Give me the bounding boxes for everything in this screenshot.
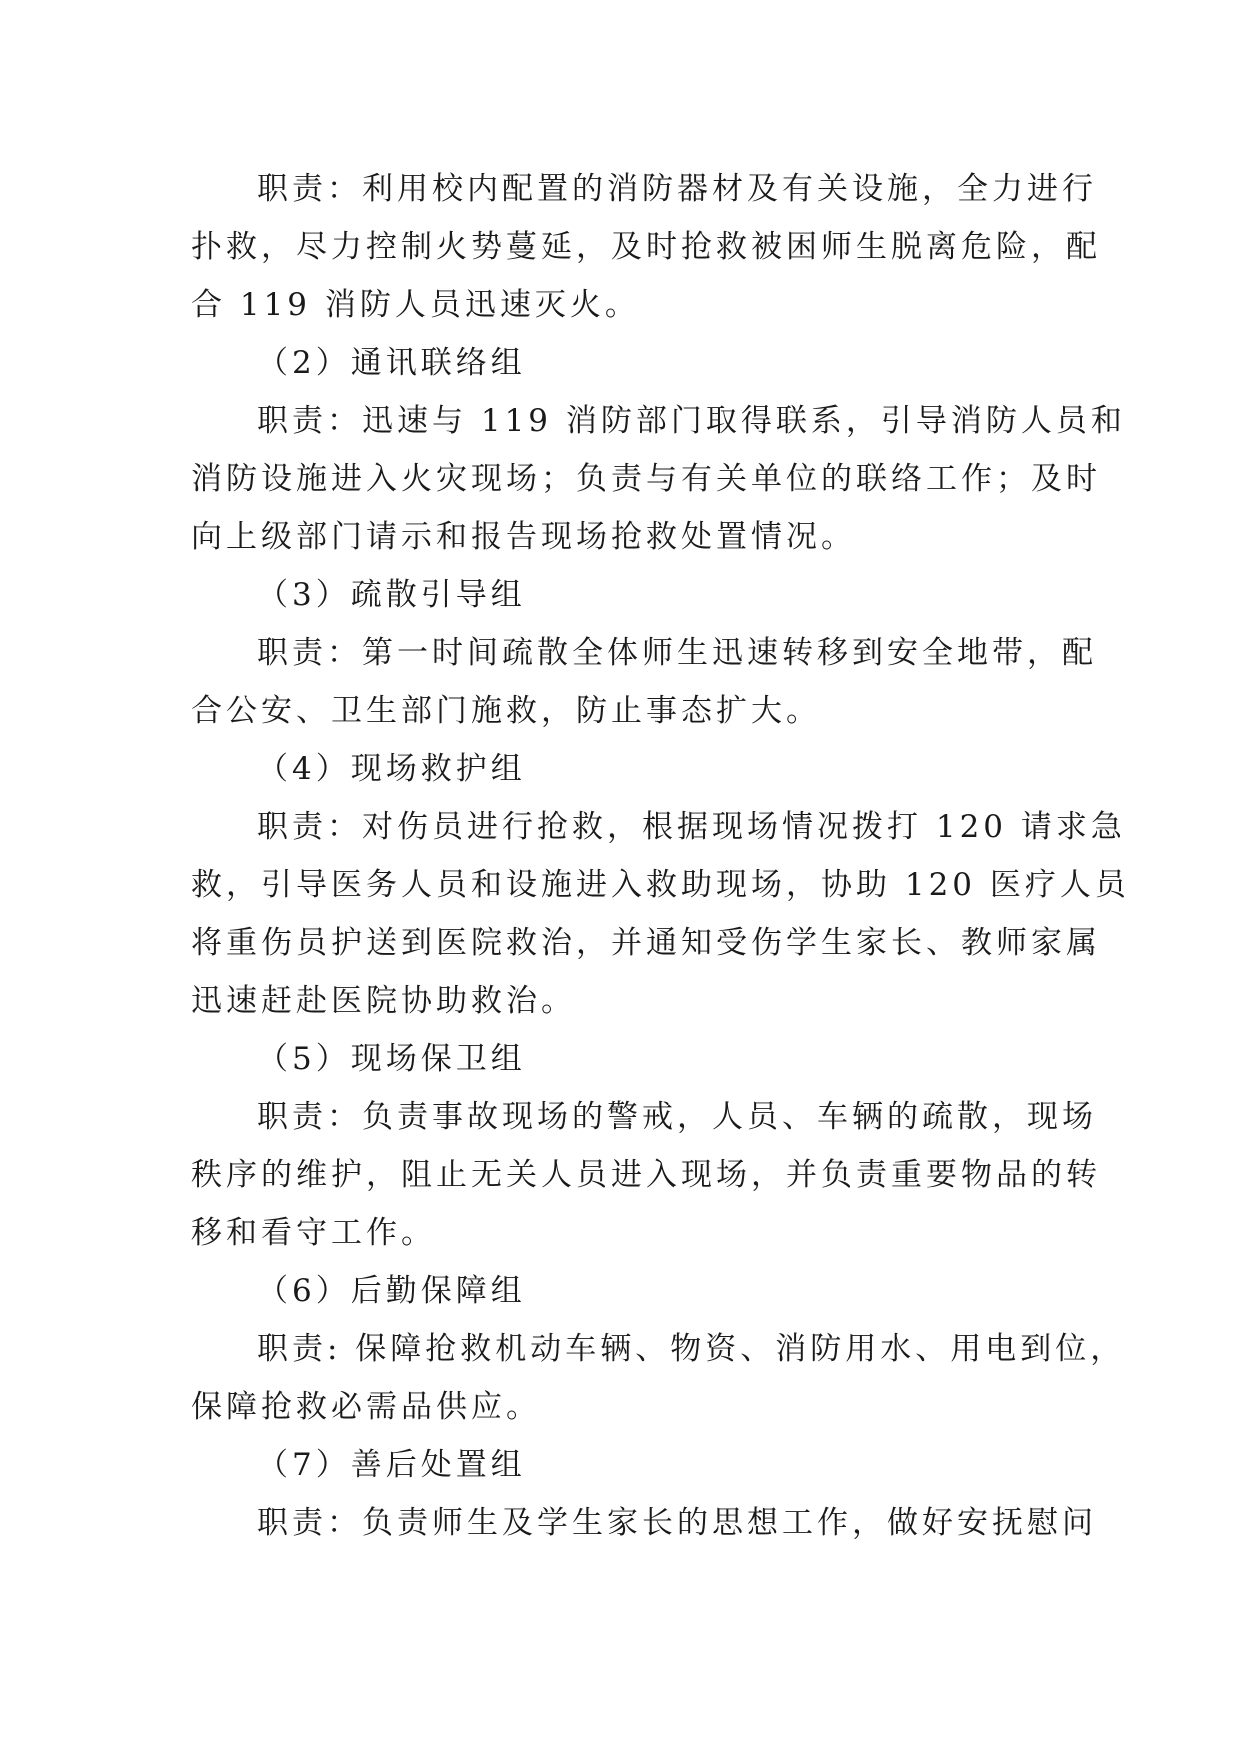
paragraph-line: 移和看守工作。 — [191, 1215, 436, 1251]
paragraph-line: 消防设施进入火灾现场；负责与有关单位的联络工作；及时 — [191, 461, 1101, 497]
paragraph-line: 秩序的维护，阻止无关人员进入现场，并负责重要物品的转 — [191, 1157, 1101, 1193]
document-body — [191, 160, 1130, 1552]
paragraph-line: 职责：迅速与 119 消防部门取得联系，引导消防人员和 — [257, 403, 1126, 439]
section-heading: （3）疏散引导组 — [257, 577, 526, 613]
section-heading: （5）现场保卫组 — [257, 1041, 526, 1077]
paragraph-line: 迅速赶赴医院协助救治。 — [191, 983, 576, 1019]
paragraph-line: 职责：负责事故现场的警戒，人员、车辆的疏散，现场 — [257, 1099, 1097, 1135]
paragraph-line: 向上级部门请示和报告现场抢救处置情况。 — [191, 519, 856, 555]
paragraph-line: 救，引导医务人员和设施进入救助现场，协助 120 医疗人员 — [191, 867, 1130, 903]
paragraph-line: 职责：利用校内配置的消防器材及有关设施，全力进行 — [257, 171, 1097, 207]
paragraph-line: 职责：对伤员进行抢救，根据现场情况拨打 120 请求急 — [257, 809, 1126, 845]
paragraph-line: 职责：第一时间疏散全体师生迅速转移到安全地带，配 — [257, 635, 1097, 671]
paragraph-line: 将重伤员护送到医院救治，并通知受伤学生家长、教师家属 — [191, 925, 1101, 961]
section-heading: （4）现场救护组 — [257, 751, 526, 787]
paragraph-line: 扑救，尽力控制火势蔓延，及时抢救被困师生脱离危险，配 — [191, 229, 1101, 265]
paragraph-line: 合公安、卫生部门施救，防止事态扩大。 — [191, 693, 821, 729]
paragraph-line: 职责：负责师生及学生家长的思想工作，做好安抚慰问 — [257, 1505, 1097, 1541]
section-heading: （2）通讯联络组 — [257, 345, 526, 381]
paragraph-line: 职责: 保障抢救机动车辆、物资、消防用水、用电到位， — [257, 1331, 1126, 1367]
section-heading: （6）后勤保障组 — [257, 1273, 526, 1309]
paragraph-line: 合 119 消防人员迅速灭火。 — [191, 287, 640, 323]
paragraph-line: 保障抢救必需品供应。 — [191, 1389, 541, 1425]
section-heading: （7）善后处置组 — [257, 1447, 526, 1483]
